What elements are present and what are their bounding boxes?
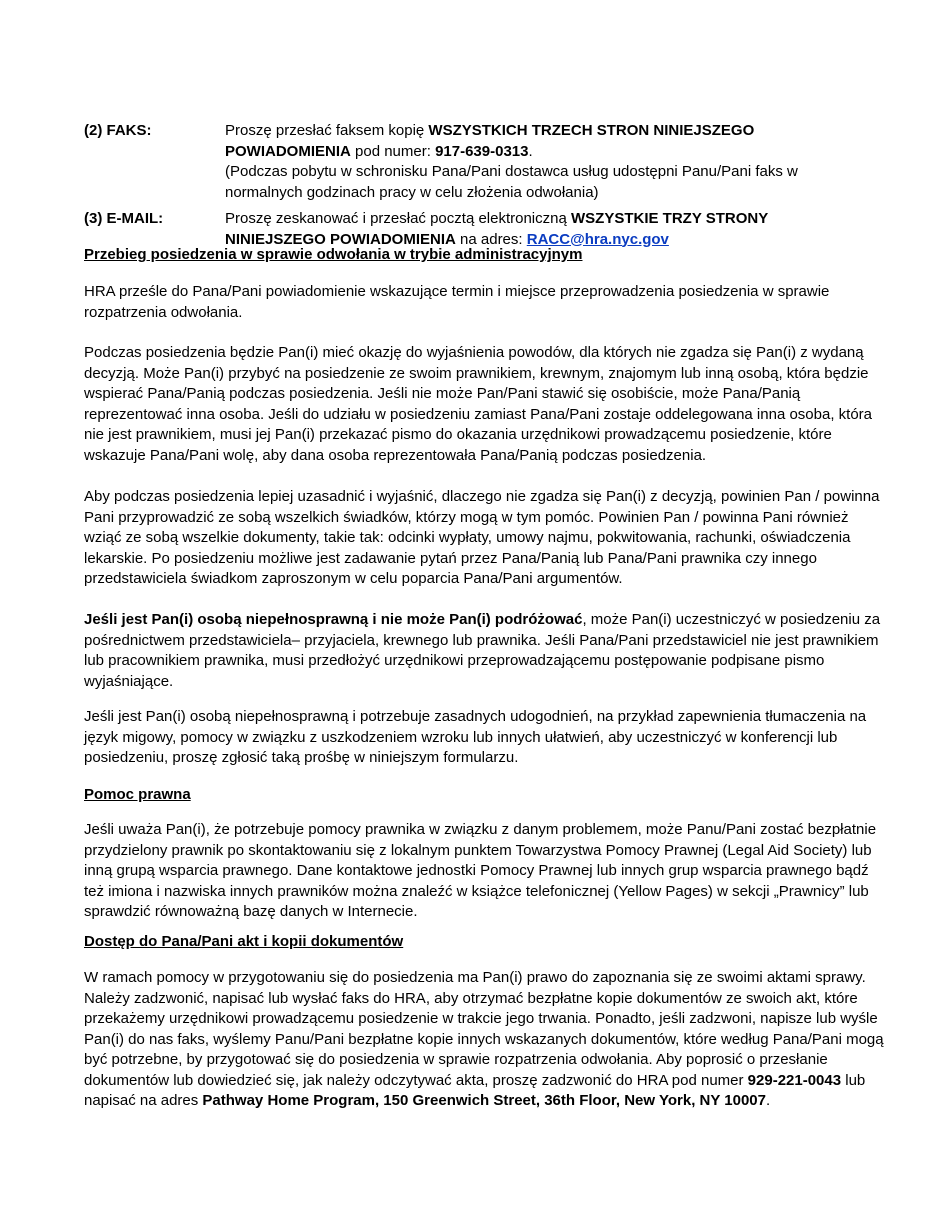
hra-address: Pathway Home Program, 150 Greenwich Street, 36th Floor, New York, NY 10007 <box>202 1092 766 1109</box>
fax-number: 917-639-0313 <box>435 142 529 160</box>
email-all-pages: WSZYSTKIE TRZY STRONY NINIEJSZEGO POWIADOMIENIA <box>225 210 768 248</box>
hearing-paragraph-3: Aby podczas posiedzenia lepiej uzasadnić i wyjaśnić, dlaczego nie zgadza się Pan(i) z decyzją, powinien Pan / powinna Pani przyprowadzić ze sobą wszelkich świadków, którzy mogą w tym pomóc. Powinien Pan / powinna Pani również wziąć ze sobą wszelkie dokumenty, takie tak: odcinki wypłaty, umowy najmu, pokwitowania, rachunki, oświadczenia lekarskie. Po posiedzeniu możliwe jest zadawanie pytań przez Pana/Panią lub Pana/Pani prawnika czy innego przedstawiciela świadkom zaproszonym w celu poparcia Pana/Pani argumentów. <box>84 488 880 587</box>
fax-note: (Podczas pobytu w schronisku Pana/Pani dostawca usług udostępni Panu/Pani faks w normalnych godzinach pracy w celu złożenia odwołania) <box>225 163 798 201</box>
email-instructions: Proszę zeskanować i przesłać pocztą elektroniczną WSZYSTKIE TRZY STRONY NINIEJSZEGO POWIADOMIENIA na adres: RACC@hra.nyc.gov <box>225 210 768 248</box>
hearing-paragraph-2: Podczas posiedzenia będzie Pan(i) mieć okazję do wyjaśnienia powodów, dla których nie zgadza się Pan(i) z wydaną decyzją. Może Pan(i) przybyć na posiedzenie ze swoim prawnikiem, krewnym, znajomym lub inną osobą, która będzie wspierać Pana/Panią podczas posiedzenia. Jeśli nie może Pan/Pani stawić się osobiście, może Pana/Panią reprezentować inna osoba. Jeśli do udziału w posiedzeniu zamiast Pana/Pani zostaje oddelegowana inna osoba, która nie jest prawnikiem, musi jej Pan(i) przekazać pismo do okazania urzędnikowi prowadzącemu posiedzenie, które wskazuje Pana/Pani wolę, aby dana osoba reprezentowała Pana/Panią podczas posiedzenia. <box>84 344 873 464</box>
legal-heading: Pomoc prawna <box>84 786 191 803</box>
fax-all-pages: WSZYSTKICH TRZECH STRON NINIEJSZEGO POWIADOMIENIA <box>225 122 755 160</box>
fax-instructions: Proszę przesłać faksem kopię WSZYSTKICH TRZECH STRON NINIEJSZEGO POWIADOMIENIA pod numer: 917-639-0313. (Podczas pobytu w schronisku Pana/Pani dostawca usług udostępni Panu/Pani faks w normalnych godzinach pracy w celu złożenia odwołania) <box>225 122 798 201</box>
access-heading: Dostęp do Pana/Pani akt i kopii dokumentów <box>84 933 404 950</box>
access-paragraph: W ramach pomocy w przygotowaniu się do posiedzenia ma Pan(i) prawo do zapoznania się ze swoimi aktami sprawy. Należy zadzwonić, napisać lub wysłać faks do HRA, aby otrzymać bezpłatne kopie dokumentów ze swoich akt, które przekażemy urzędnikowi prowadzącemu posiedzenie w trakcie jego trwania. Ponadto, jeśli zadzwoni, napisze lub wyśle Pan(i) do nas faks, wyślemy Panu/Pani bezpłatne kopie innych wskazanych dokumentów, które według Pana/Pani mogą być potrzebne, by przygotować się do posiedzenia w sprawie rozpatrzenia odwołania. Aby poprosić o przesłanie dokumentów lub dowiedzieć się, jak należy odczytywać akta, proszę zadzwonić do HRA pod numer 929-221-0043 lub napisać na adres Pathway Home Program, 150 Greenwich Street, 36th Floor, New York, NY 10007. <box>84 969 884 1109</box>
disability-travel-bold: Jeśli jest Pan(i) osobą niepełnosprawną i nie może Pan(i) podróżować <box>84 611 583 628</box>
fax-label: (2) FAKS: <box>84 122 152 139</box>
hearing-heading: Przebieg posiedzenia w sprawie odwołania w trybie administracyjnym <box>84 246 583 263</box>
legal-paragraph: Jeśli uważa Pan(i), że potrzebuje pomocy prawnika w związku z danym problemem, może Panu/Pani zostać bezpłatnie przydzielony prawnik po skontaktowaniu się z lokalnym punktem Towarzystwa Pomocy Prawnej (Legal Aid Society) lub inną grupą wsparcia prawnego. Dane kontaktowe jednostki Pomocy Prawnej lub innych grup wsparcia prawnego bądź też imiona i nazwiska innych prawników można znaleźć w książce telefonicznej (Yellow Pages) w sekcji „Prawnicy” lub sprawdzić równoważną bazę danych w Internecie. <box>84 821 877 920</box>
hearing-paragraph-4: Jeśli jest Pan(i) osobą niepełnosprawną i nie może Pan(i) podróżować, może Pan(i) uczestniczyć w posiedzeniu za pośrednictwem przedstawiciela– przyjaciela, krewnego lub prawnika. Jeśli Pana/Pani przedstawiciel nie jest prawnikiem lub pracownikiem prawnika, musi przedłożyć urzędnikowi przeprowadzającemu postępowanie podpisane pismo wyjaśniające. <box>84 611 881 690</box>
hearing-paragraph-1: HRA prześle do Pana/Pani powiadomienie wskazujące termin i miejsce przeprowadzenia posiedzenia w sprawie rozpatrzenia odwołania. <box>84 283 830 321</box>
hearing-paragraph-5: Jeśli jest Pan(i) osobą niepełnosprawną i potrzebuje zasadnych udogodnień, na przykład zapewnienia tłumaczenia na język migowy, pomocy w związku z uszkodzeniem wzroku lub innych ułatwień, aby uczestniczyć w konferencji lub posiedzeniu, proszę zgłosić taką prośbę w niniejszym formularzu. <box>84 708 867 766</box>
hra-phone: 929-221-0043 <box>747 1071 842 1089</box>
email-label: (3) E-MAIL: <box>84 210 164 227</box>
email-address-link[interactable]: RACC@hra.nyc.gov <box>526 230 669 248</box>
